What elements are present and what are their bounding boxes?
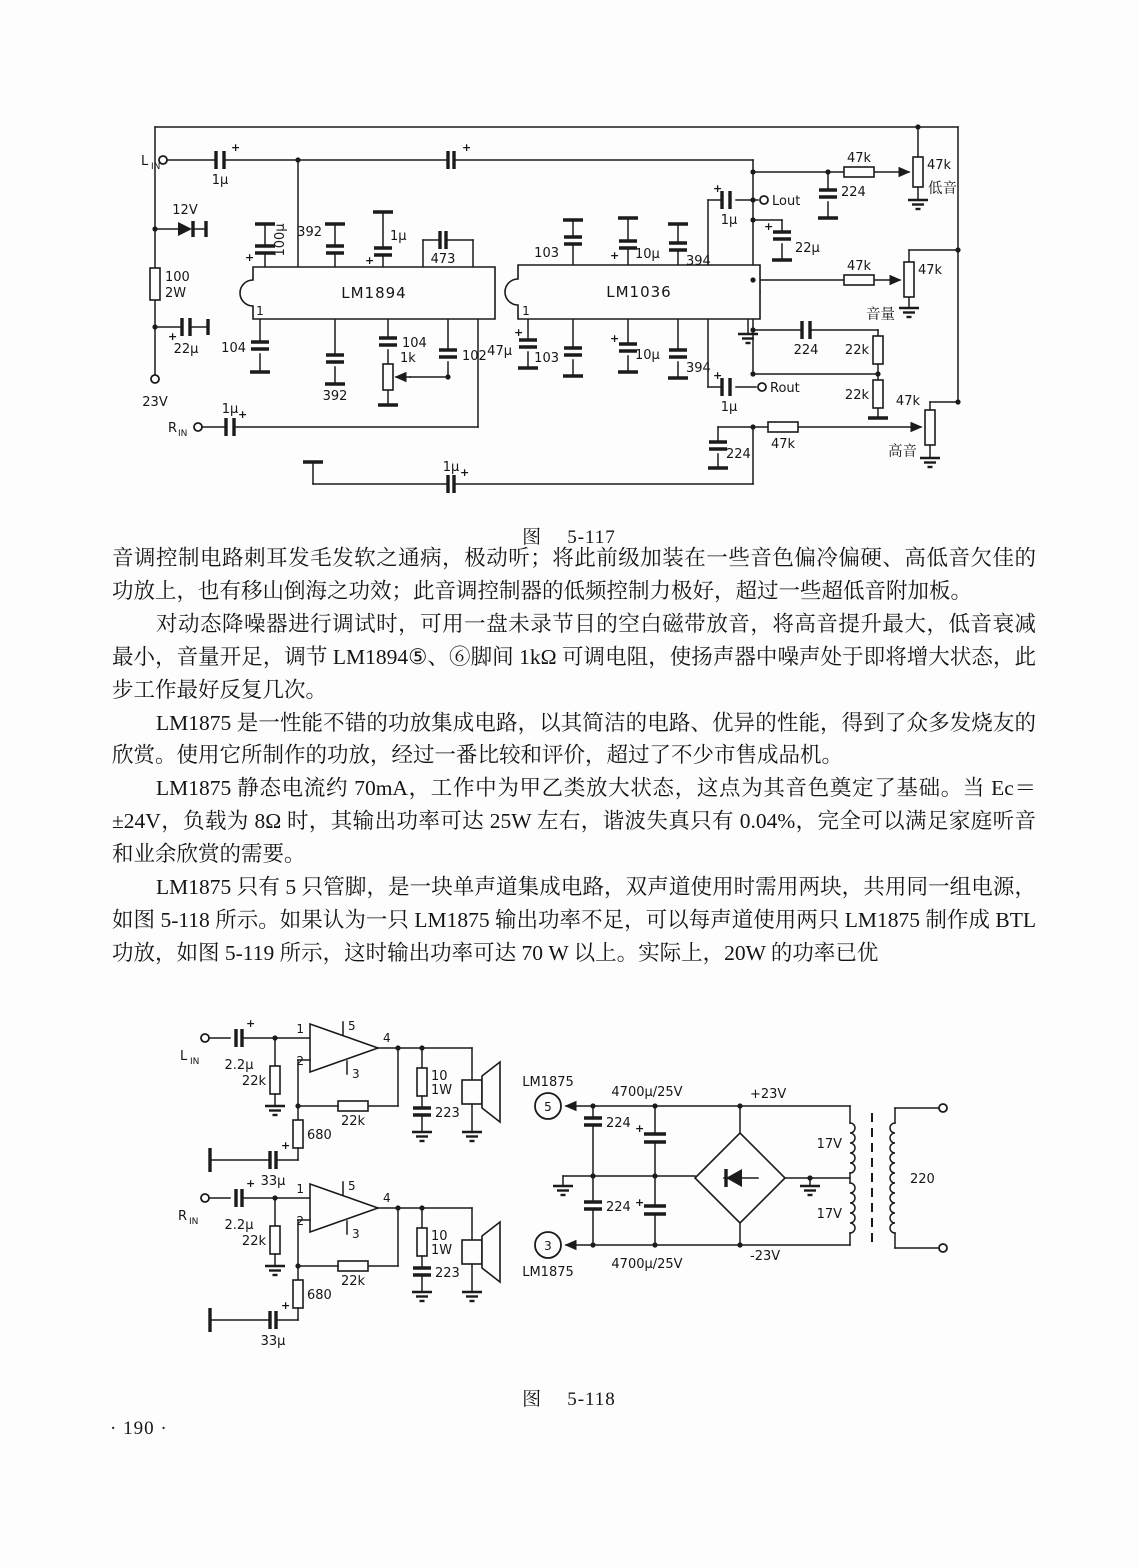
winding-220v-icon: [890, 1123, 895, 1233]
plus-sign: +: [238, 408, 248, 421]
resistor-22k-input-icon: [270, 1226, 280, 1254]
mains-terminal-bottom: [939, 1244, 947, 1252]
lout-label: Lout: [772, 194, 801, 209]
fig118-left-channel: [180, 1017, 500, 1189]
ground-icon: [908, 200, 928, 209]
plus-sign: +: [635, 1122, 645, 1135]
resistor-47k-bass-icon: [844, 167, 874, 177]
resistor-680-icon: [293, 1280, 303, 1308]
cap-1u-bottom-label: 1μ: [442, 460, 460, 475]
cap-22u-right-label: 22μ: [795, 241, 820, 256]
lin-sub-label: IN: [190, 1057, 200, 1067]
pin1-label: 1: [296, 1022, 304, 1036]
rout-label: Rout: [770, 381, 800, 396]
cap-10u-top-label: 10μ: [635, 247, 660, 262]
lm1875-top-label: LM1875: [522, 1075, 574, 1090]
cap-2u2-label: 2.2μ: [224, 1058, 254, 1073]
resistor-22k-b-label: 22k: [844, 388, 869, 403]
ground-icon: [553, 1186, 573, 1195]
pot-1k-label: 1k: [400, 351, 416, 366]
cap-47u-icon: [519, 340, 537, 347]
cap-103-bottom-label: 103: [534, 351, 559, 366]
resistor-1w-label: 1W: [431, 1083, 453, 1098]
fig117-caption-number: 5-117: [567, 527, 616, 548]
cap-102-icon: [439, 350, 457, 357]
pin5-label: 5: [348, 1179, 356, 1193]
vpos-label: +23V: [750, 1087, 787, 1102]
fig118-power-supply: [522, 1075, 947, 1280]
cap-2u2-icon: [236, 1189, 242, 1207]
pot-47k-treble-label: 47k: [895, 394, 920, 409]
ic-lm1894-label: LM1894: [341, 284, 407, 302]
plus-sign: +: [245, 251, 255, 264]
opamp-lm1875-icon: [310, 1184, 378, 1232]
resistor-22k-input-icon: [270, 1066, 280, 1094]
cap-104-mid-label: 104: [402, 336, 427, 351]
ground-icon: [920, 458, 940, 467]
paragraph: 对动态降噪器进行调试时，可用一盘未录节目的空白磁带放音，将高音提升最大，低音衰减最小，音量开足，调节 LM1894⑤、⑥脚间 1kΩ 可调电阻，使扬声器中噪声处于即将增大状态，此步工作最好反复几次。: [112, 611, 1036, 702]
resistor-680-icon: [293, 1120, 303, 1148]
cap-22u-left-label: 22μ: [173, 342, 199, 357]
resistor-47k-treble-label: 47k: [770, 437, 796, 452]
terminal-rout: [758, 383, 766, 391]
cap-103-top-label: 103: [534, 246, 559, 261]
terminal-rin: [201, 1194, 209, 1202]
rin-label: R: [168, 421, 178, 436]
resistor-1w-label: 1W: [431, 1243, 453, 1258]
speaker-icon: [462, 1222, 500, 1282]
pot-47k-volume-label: 47k: [918, 263, 943, 278]
pin4-label: 4: [383, 1191, 391, 1205]
cap-223-icon: [413, 1268, 431, 1275]
plus-sign: +: [460, 466, 470, 479]
pot-47k-treble-icon: [925, 410, 935, 445]
cap-223-label: 223: [435, 1266, 460, 1281]
cap-100u-label: 100μ: [273, 223, 288, 257]
cap-394-bottom-label: 394: [686, 361, 711, 376]
plus-sign: +: [281, 1139, 291, 1152]
resistor-10-1w-icon: [417, 1068, 427, 1096]
zener-label: 12V: [172, 203, 198, 218]
ground-icon: [800, 1186, 820, 1195]
resistor-22k-feedback-label: 22k: [340, 1114, 366, 1129]
speaker-icon: [462, 1062, 500, 1122]
winding-17v-bottom-icon: [850, 1183, 855, 1233]
plus-sign: +: [231, 141, 241, 154]
cap-1u-rout-label: 1μ: [720, 400, 738, 415]
resistor-10-label: 10: [431, 1229, 448, 1244]
cap-2u2-icon: [236, 1029, 242, 1047]
figure-5-118-schematic: [150, 1008, 960, 1368]
plus-sign: +: [764, 220, 774, 233]
pin4-label: 4: [383, 1031, 391, 1045]
ground-icon: [462, 1132, 482, 1141]
cap-4700u-top-icon: [644, 1134, 666, 1142]
ground-icon: [899, 308, 919, 317]
opamp-lm1875-icon: [310, 1024, 378, 1072]
cap-10u-bottom-label: 10μ: [635, 348, 660, 363]
ground-icon: [412, 1132, 432, 1141]
cap-1u-lin-icon: [216, 151, 224, 169]
terminal-lin: [201, 1034, 209, 1042]
pot-47k-bass-icon: [913, 157, 923, 187]
cap-394-bottom-icon: [669, 350, 687, 357]
cap-224-top-icon: [584, 1118, 602, 1125]
fig118-caption-prefix: 图: [522, 1389, 542, 1410]
winding-17v-top-icon: [850, 1123, 855, 1173]
resistor-22k-input-label: 22k: [241, 1234, 266, 1249]
cap-224-bottom-icon: [709, 442, 727, 449]
cap-4700u-top-label: 4700μ/25V: [611, 1085, 683, 1100]
plus-sign: +: [281, 1299, 291, 1312]
fig118-caption: [0, 1384, 1138, 1411]
cap-392-top-icon: [326, 246, 344, 253]
cap-223-label: 223: [435, 1106, 460, 1121]
cap-1u-lout-icon: [722, 191, 730, 209]
rin-sub-label: IN: [178, 429, 188, 439]
cap-392-bottom-label: 392: [322, 389, 348, 404]
cap-1u-above-label: 1μ: [390, 229, 407, 244]
pin1-label: 1: [296, 1182, 304, 1196]
plus-sign: +: [713, 182, 723, 195]
fig118-right-channel: [178, 1177, 500, 1349]
cap-33u-icon: [270, 1151, 276, 1169]
plus-sign: +: [246, 1177, 256, 1190]
fig117-components: [150, 124, 961, 493]
ground-icon: [738, 334, 758, 343]
lm1875-bottom-label: LM1875: [522, 1265, 574, 1280]
lin-sub-label: IN: [151, 162, 161, 172]
pin5-label: 5: [348, 1019, 356, 1033]
cap-33u-icon: [270, 1311, 276, 1329]
plus-sign: +: [610, 332, 620, 345]
terminal-23v: [151, 375, 159, 383]
resistor-47k-volume-label: 47k: [846, 259, 872, 274]
plus-sign: +: [168, 330, 178, 343]
cap-22u-left-icon: [182, 318, 190, 336]
plus-sign: +: [365, 254, 375, 267]
resistor-100-2w-icon: [150, 268, 160, 300]
plus-sign: +: [246, 1017, 256, 1030]
plus-sign: +: [514, 326, 524, 339]
plus-sign: +: [635, 1196, 645, 1209]
resistor-10-label: 10: [431, 1069, 448, 1084]
pin5-node-label: 5: [544, 1100, 552, 1114]
lin-label: L: [141, 154, 149, 169]
cap-104-left-label: 104: [221, 341, 246, 356]
resistor-100-label: 100: [165, 270, 190, 285]
cap-473-icon: [440, 231, 446, 249]
pin3-label: 3: [352, 1067, 360, 1081]
cap-1u-rout-icon: [722, 378, 730, 396]
lin-label: L: [180, 1049, 188, 1064]
bass-label: 低音: [928, 181, 957, 197]
resistor-680-label: 680: [307, 1128, 332, 1143]
ground-icon: [265, 1106, 285, 1115]
cap-100u-icon: [255, 246, 275, 253]
cap-224-mid-label: 224: [793, 343, 819, 358]
volume-label: 音量: [866, 307, 895, 323]
resistor-22k-input-label: 22k: [241, 1074, 266, 1089]
cap-4700u-bottom-icon: [644, 1206, 666, 1214]
cap-1u-lout-label: 1μ: [720, 213, 738, 228]
resistor-22k-a-icon: [873, 336, 883, 364]
cap-103-top-icon: [564, 237, 582, 244]
cap-104-mid-icon: [379, 338, 397, 345]
supply-23v-label: 23V: [142, 395, 168, 410]
cap-103-bottom-icon: [564, 348, 582, 355]
plus-sign: +: [462, 141, 472, 154]
cap-4700u-bottom-label: 4700μ/25V: [611, 1257, 683, 1272]
paragraph: LM1875 是一性能不错的功放集成电路，以其简洁的电路、优异的性能，得到了众多发烧友的欣赏。使用它所制作的功放，经过一番比较和评价，超过了不少市售成品机。: [112, 710, 1036, 768]
cap-1u-above-icon: [374, 248, 392, 255]
resistor-100-wattage-label: 2W: [165, 286, 187, 301]
resistor-47k-treble-icon: [768, 422, 798, 432]
figure-5-117-schematic: [138, 112, 1038, 522]
pin3-node-label: 3: [544, 1239, 552, 1253]
fig118-caption-number: 5-118: [567, 1389, 616, 1410]
cap-394-top-icon: [669, 243, 687, 250]
cap-224-bottom-icon: [584, 1202, 602, 1209]
pin3-label: 3: [352, 1227, 360, 1241]
page-number: · 190 ·: [110, 1418, 168, 1439]
ground-icon: [462, 1292, 482, 1301]
cap-2u2-label: 2.2μ: [224, 1218, 254, 1233]
ground-icon: [412, 1292, 432, 1301]
cap-47u-label: 47μ: [487, 344, 512, 359]
ic-lm1036-label: LM1036: [606, 283, 672, 301]
paragraph: LM1875 静态电流约 70mA，工作中为甲乙类放大状态，这点为其音色奠定了基础。当 Ec＝±24V，负载为 8Ω 时，其输出功率可达 25W 左右，谐波失真只有 0.04%，完全可以满足家庭听音和业余欣赏的需要。: [112, 776, 1036, 867]
cap-102-label: 102: [462, 349, 487, 364]
zener-12v-icon: [178, 221, 193, 237]
cap-1u-lin-label: 1μ: [211, 173, 229, 188]
cap-223-icon: [413, 1108, 431, 1115]
resistor-22k-feedback-label: 22k: [340, 1274, 366, 1289]
pot-47k-bass-label: 47k: [927, 158, 952, 173]
treble-label: 高音: [888, 444, 917, 460]
cap-224-top-icon: [819, 190, 837, 197]
pot-1k-icon: [383, 364, 410, 390]
cap-33u-label: 33μ: [260, 1334, 286, 1349]
cap-394-top-label: 394: [686, 254, 711, 269]
plus-sign: +: [610, 249, 620, 262]
cap-224-bottom-label: 224: [606, 1200, 631, 1215]
rin-label: R: [178, 1209, 188, 1224]
plus-sign: +: [713, 369, 723, 382]
resistor-680-label: 680: [307, 1288, 332, 1303]
resistor-22k-feedback-icon: [338, 1261, 368, 1271]
winding-17v-bottom-label: 17V: [816, 1207, 842, 1222]
cap-392-bottom-icon: [326, 355, 344, 362]
cap-473-label: 473: [430, 252, 456, 267]
ic-lm1894-pin1: 1: [256, 304, 264, 318]
cap-224-top-label: 224: [606, 1116, 631, 1131]
ground-icon: [265, 1266, 285, 1275]
winding-220v-label: 220: [910, 1172, 935, 1187]
resistor-22k-b-icon: [873, 380, 883, 408]
resistor-47k-bass-label: 47k: [846, 151, 872, 166]
cap-224-mid-icon: [802, 321, 810, 339]
cap-1u-bottom-icon: [448, 475, 454, 493]
paragraph: 音调控制电路刺耳发毛发软之通病，极动听；将此前级加装在一些音色偏冷偏硬、高低音欠佳的功放上，也有移山倒海之功效；此音调控制器的低频控制力极好，超过一些超低音附加板。: [112, 546, 1036, 603]
cap-33u-label: 33μ: [260, 1174, 286, 1189]
terminal-lout: [760, 196, 768, 204]
pot-47k-volume-icon: [904, 262, 914, 297]
pin2-label: 2: [296, 1214, 304, 1228]
cap-224-top-label: 224: [841, 185, 866, 200]
rin-sub-label: IN: [189, 1217, 199, 1227]
mains-terminal-top: [939, 1104, 947, 1112]
ic-lm1036-pin1: 1: [522, 304, 530, 318]
cap-1u-series-icon: [448, 151, 454, 169]
cap-1u-rin-icon: [226, 418, 234, 436]
body-text: [112, 542, 1036, 970]
terminal-rin: [194, 423, 202, 431]
cap-224-bottom-label: 224: [726, 447, 751, 462]
paragraph: LM1875 只有 5 只管脚，是一块单声道集成电路，双声道使用时需用两块，共用同一组电源，如图 5-118 所示。如果认为一只 LM1875 输出功率不足，可以每声道使用两只 LM1875 制作成 BTL 功放，如图 5-119 所示，这时输出功率可达 70 W 以上。实际上，20W 的功率已优: [112, 875, 1036, 965]
resistor-47k-volume-icon: [844, 275, 874, 285]
cap-22u-right-icon: [773, 232, 791, 239]
resistor-10-1w-icon: [417, 1228, 427, 1256]
resistor-22k-a-label: 22k: [844, 343, 869, 358]
cap-1u-rin-label: 1μ: [221, 402, 239, 417]
resistor-22k-feedback-icon: [338, 1101, 368, 1111]
pin2-label: 2: [296, 1054, 304, 1068]
fig117-caption-prefix: 图: [522, 527, 542, 548]
cap-104-left-icon: [251, 342, 269, 349]
winding-17v-top-label: 17V: [816, 1137, 842, 1152]
vneg-label: -23V: [750, 1249, 781, 1264]
cap-392-top-label: 392: [297, 225, 322, 240]
